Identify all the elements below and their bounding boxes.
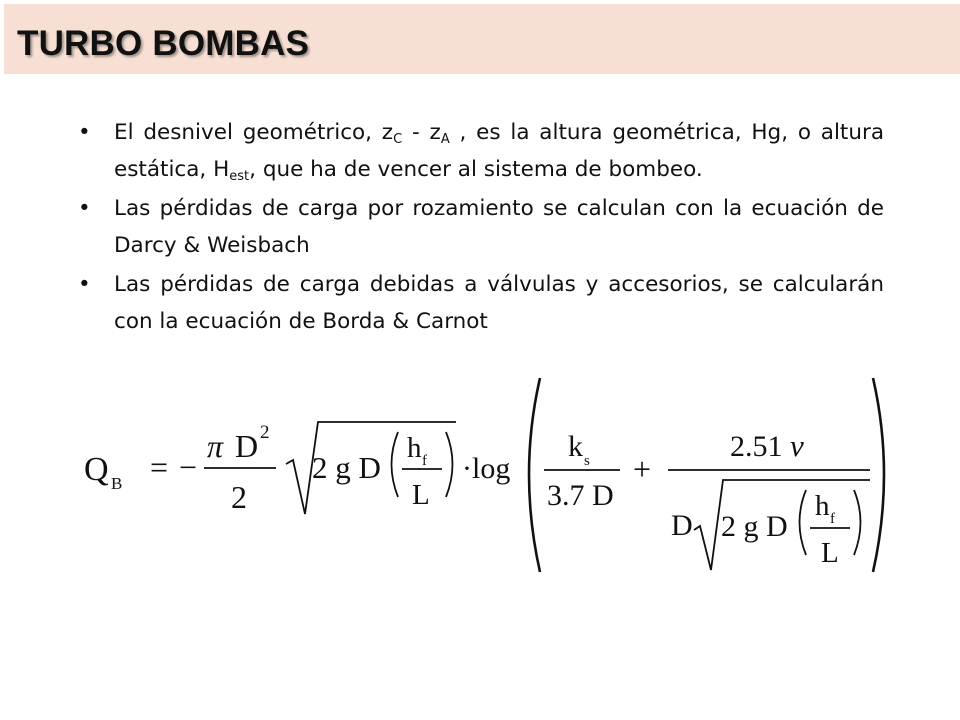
formula-minus: − bbox=[179, 449, 198, 485]
formula-denominator-two: 2 bbox=[231, 479, 247, 515]
paren-right bbox=[446, 432, 453, 497]
bullet-text: , es la altura geométrica, Hg, o altura estática, H bbox=[114, 120, 885, 182]
subscript-a: A bbox=[440, 132, 450, 147]
formula-denominator-d: D bbox=[671, 509, 693, 542]
slide-title: TURBO BOMBAS bbox=[17, 24, 310, 63]
formula-pi: π bbox=[207, 428, 224, 464]
paren-left bbox=[392, 432, 399, 497]
formula-l: L bbox=[821, 537, 839, 569]
formula-s-sub: s bbox=[584, 453, 590, 469]
bullet-text: Las pérdidas de carga por rozamiento se calculan con la ecuación de Darcy & Weisbach bbox=[114, 196, 884, 258]
bullet-item-darcy bbox=[78, 190, 884, 264]
bullet-text: El desnivel geométrico, z bbox=[114, 120, 394, 145]
bullet-text: , que ha de vencer al sistema de bombeo. bbox=[249, 157, 703, 182]
formula-exponent: 2 bbox=[260, 422, 270, 443]
formula-3-7d: 3.7 D bbox=[547, 479, 614, 512]
formula-log: ·log bbox=[462, 452, 511, 485]
big-paren-right bbox=[873, 378, 884, 572]
formula-2gd: 2 g D bbox=[721, 510, 788, 543]
formula-h: h bbox=[407, 432, 422, 464]
subscript-est: est bbox=[229, 169, 250, 184]
formula-lhs: Q bbox=[84, 451, 109, 488]
formula-lhs-subscript: B bbox=[111, 474, 123, 493]
formula-2gd: 2 g D bbox=[312, 450, 381, 485]
formula-d: D bbox=[235, 428, 259, 464]
paren-right bbox=[854, 490, 861, 555]
bullet-list bbox=[78, 114, 884, 340]
bullet-item-borda bbox=[78, 266, 884, 340]
subscript-c: C bbox=[393, 132, 403, 147]
flow-formula bbox=[80, 372, 890, 582]
formula-f-sub: f bbox=[830, 511, 835, 527]
big-paren-left bbox=[529, 378, 540, 572]
formula-plus: + bbox=[633, 451, 652, 487]
formula-f-sub: f bbox=[422, 453, 427, 469]
bullet-item-height bbox=[78, 114, 884, 188]
bullet-dot-icon: • bbox=[78, 196, 91, 221]
formula-equals: = bbox=[150, 449, 169, 485]
paren-left bbox=[800, 490, 807, 555]
title-bar bbox=[4, 4, 960, 74]
bullet-dot-icon: • bbox=[78, 120, 91, 145]
bullet-text: Las pérdidas de carga debidas a válvulas y accesorios, se calcularán con la ecuación de Borda & Carnot bbox=[114, 272, 884, 334]
formula-k: k bbox=[568, 430, 583, 463]
formula-l: L bbox=[412, 479, 430, 511]
formula-nu: ν bbox=[790, 428, 804, 463]
bullet-text: - z bbox=[402, 120, 441, 145]
formula-h: h bbox=[815, 490, 830, 522]
formula-coefficient: 2.51 bbox=[730, 430, 783, 463]
bullet-dot-icon: • bbox=[78, 272, 91, 297]
